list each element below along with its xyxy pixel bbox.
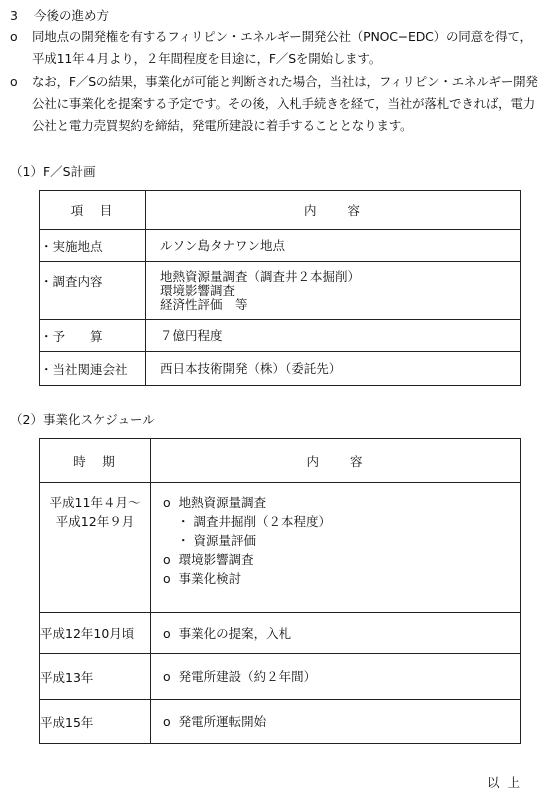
item-text: 資源量評価 xyxy=(193,533,257,548)
item-text: 発電所建設（約２年間） xyxy=(178,669,317,684)
row-content xyxy=(146,230,521,262)
content-line: ルソン島タナワン地点 xyxy=(160,237,286,253)
item-text: 調査井掘削（２本程度） xyxy=(193,514,332,529)
paragraph-text: 同地点の開発権を有するフィリピン・エネルギー開発公社（PNOC−EDC）の同意を得て，平成11年４月より，２年間程度を目途に，F／Sを開始します。 xyxy=(32,29,532,66)
row-item: ・予 算 xyxy=(40,320,146,352)
item-text: 事業化検討 xyxy=(178,571,242,586)
schedule-subitem xyxy=(151,531,520,550)
schedule-subitem xyxy=(151,512,520,531)
row-content xyxy=(146,352,521,386)
schedule-item xyxy=(151,624,520,643)
header-period: 時 期 xyxy=(40,439,151,483)
table-row xyxy=(40,352,521,386)
content-line: 環境影響調査 xyxy=(160,282,236,298)
header-item: 項 目 xyxy=(40,191,146,230)
schedule-item xyxy=(151,667,520,686)
row-period: 平成12年10月頃 xyxy=(40,613,151,654)
fs-plan-table xyxy=(39,190,521,386)
paragraph-text: なお，F／Sの結果，事業化が可能と判断された場合，当社は，フィリピン・エネルギー開発公社に事業化を提案する予定です。その後，入札手続きを経て，当社が落札できれば，電力公社と電力売買契約を締結，発電所建設に着手することとなります。 xyxy=(32,74,538,133)
section-title: 今後の進め方 xyxy=(33,8,109,23)
content-line: ７億円程度 xyxy=(160,327,223,343)
item-mark: o xyxy=(163,714,171,729)
row-content xyxy=(151,700,521,744)
row-item: ・調査内容 xyxy=(40,262,146,320)
header-content: 内 容 xyxy=(146,191,521,230)
row-content xyxy=(146,262,521,320)
table-row xyxy=(40,700,521,744)
row-content xyxy=(146,320,521,352)
item-mark: o xyxy=(163,495,171,510)
content-line: 経済性評価 等 xyxy=(160,296,248,312)
item-mark: ・ xyxy=(177,533,190,548)
item-mark: o xyxy=(163,625,171,641)
fs-plan-heading: （1）F／S計画 xyxy=(10,164,96,179)
row-content xyxy=(151,654,521,700)
item-text: 地熱資源量調査 xyxy=(178,495,267,510)
row-item: ・実施地点 xyxy=(40,230,146,262)
item-text: 発電所運転開始 xyxy=(178,714,267,729)
item-mark: ・ xyxy=(177,514,190,529)
schedule-item xyxy=(151,712,520,731)
section-number: 3 xyxy=(10,8,18,23)
table-header-row xyxy=(40,191,521,230)
item-text: 環境影響調査 xyxy=(178,552,254,567)
item-text: 事業化の提案，入札 xyxy=(178,625,292,641)
schedule-item xyxy=(151,569,520,588)
header-content: 内 容 xyxy=(151,439,521,483)
table-row xyxy=(40,613,521,654)
period-line: 平成11年４月〜 xyxy=(49,495,141,510)
section-heading xyxy=(10,6,109,24)
paragraph-1 xyxy=(10,26,542,70)
bullet-mark: o xyxy=(10,74,18,89)
schedule-item xyxy=(151,550,520,569)
paragraph-2 xyxy=(10,71,542,137)
item-mark: o xyxy=(163,669,171,684)
row-content xyxy=(151,613,521,654)
table-row xyxy=(40,320,521,352)
row-period xyxy=(40,483,151,613)
table-row xyxy=(40,262,521,320)
table-row xyxy=(40,654,521,700)
content-line: 地熱資源量調査（調査井２本掘削） xyxy=(160,268,361,284)
schedule-heading: （2）事業化スケジュール xyxy=(10,412,155,427)
row-period: 平成13年 xyxy=(40,654,151,700)
table-row xyxy=(40,230,521,262)
row-item: ・当社関連会社 xyxy=(40,352,146,386)
item-mark: o xyxy=(163,552,171,567)
schedule-item xyxy=(151,493,520,512)
closing-mark: 以上 xyxy=(486,775,528,790)
table-row xyxy=(40,483,521,613)
item-mark: o xyxy=(163,571,171,586)
row-content xyxy=(151,483,521,613)
period-line: 平成12年９月 xyxy=(55,514,135,529)
content-line: 西日本技術開発（株）（委託先） xyxy=(160,360,342,376)
table-header-row xyxy=(40,439,521,483)
row-period: 平成15年 xyxy=(40,700,151,744)
schedule-table xyxy=(39,438,521,744)
bullet-mark: o xyxy=(10,29,18,44)
